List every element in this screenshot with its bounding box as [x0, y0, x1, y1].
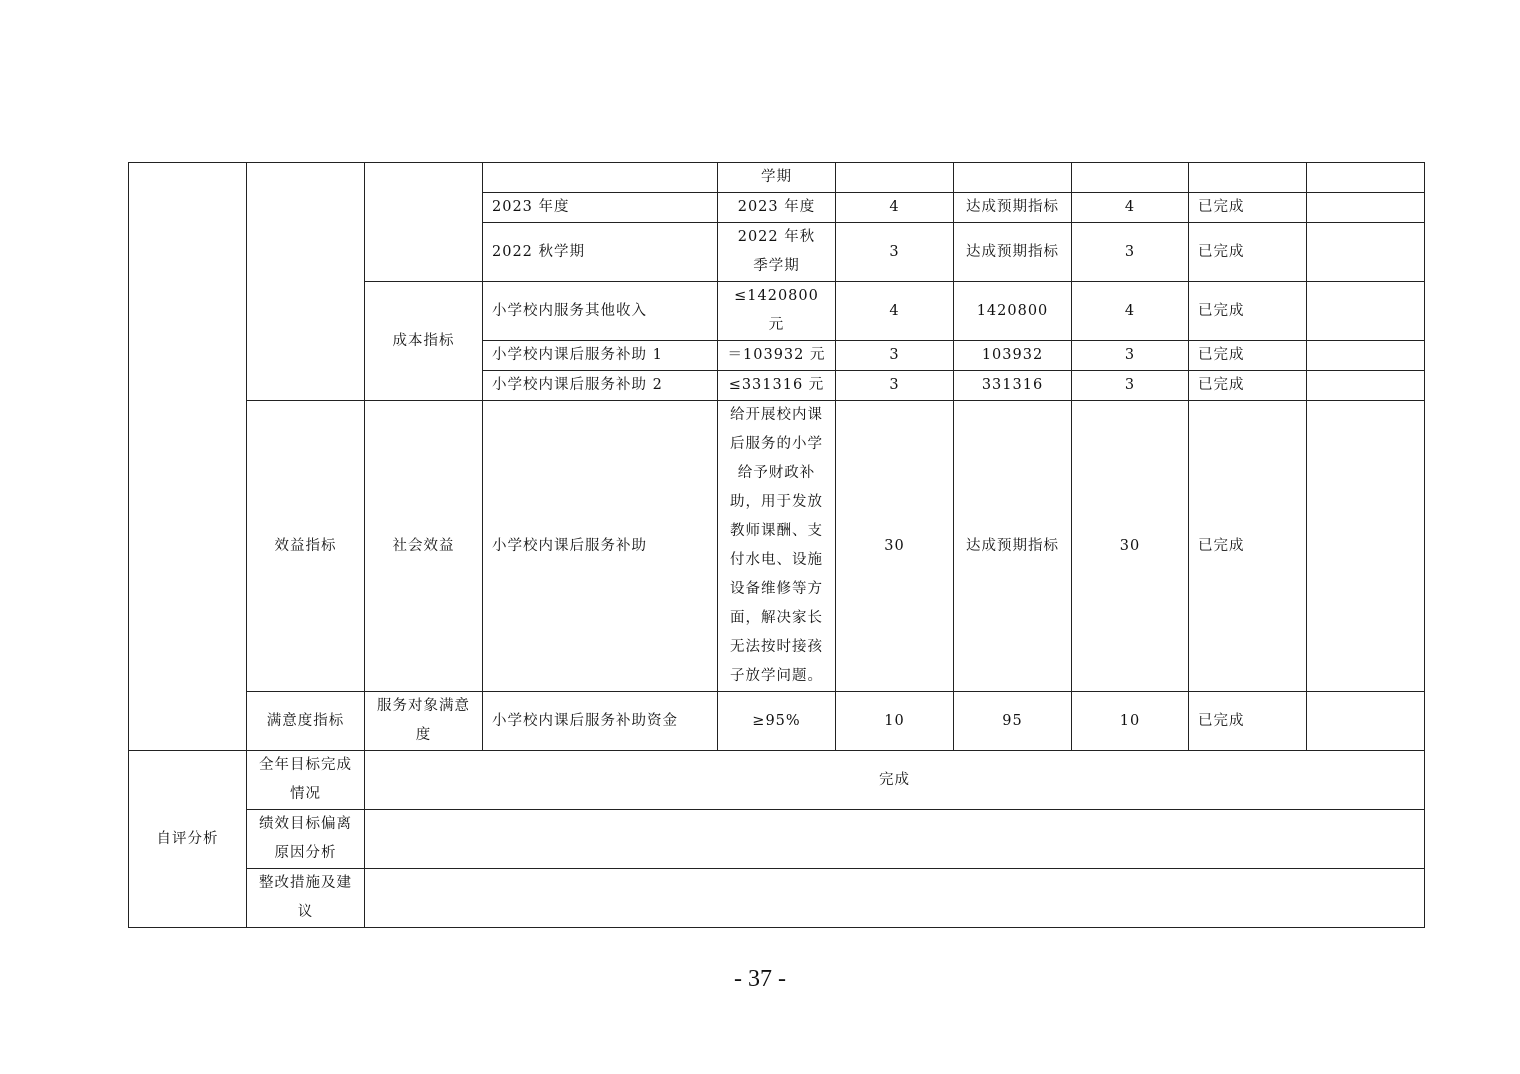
score: 3 — [1072, 341, 1189, 371]
status — [1189, 163, 1307, 193]
actual-value: 103932 — [954, 341, 1072, 371]
self-eval-row — [129, 751, 1425, 810]
level1-indicator-cell — [247, 163, 365, 401]
target-value: ≤1420800 元 — [718, 282, 836, 341]
target-value: 2022 年秋季学期 — [718, 223, 836, 282]
score: 4 — [1072, 193, 1189, 223]
note — [1307, 371, 1425, 401]
performance-table — [128, 162, 1425, 928]
weight: 10 — [836, 692, 954, 751]
weight: 3 — [836, 371, 954, 401]
weight: 3 — [836, 341, 954, 371]
indicator-name: 小学校内课后服务补助 1 — [483, 341, 718, 371]
weight: 3 — [836, 223, 954, 282]
target-value: ≥95% — [718, 692, 836, 751]
score: 3 — [1072, 223, 1189, 282]
indicator-group-cell — [129, 163, 247, 751]
social-benefit-label: 社会效益 — [365, 401, 483, 692]
actual-value: 达成预期指标 — [954, 193, 1072, 223]
status: 已完成 — [1189, 193, 1307, 223]
actual-value: 达成预期指标 — [954, 223, 1072, 282]
note — [1307, 223, 1425, 282]
deviation-label: 绩效目标偏离原因分析 — [247, 810, 365, 869]
level2-indicator-cell — [365, 163, 483, 282]
note — [1307, 692, 1425, 751]
note — [1307, 163, 1425, 193]
note — [1307, 341, 1425, 371]
note — [1307, 282, 1425, 341]
actual-value: 95 — [954, 692, 1072, 751]
self-eval-row — [129, 869, 1425, 928]
target-value: 2023 年度 — [718, 193, 836, 223]
completion-label: 全年目标完成情况 — [247, 751, 365, 810]
note — [1307, 193, 1425, 223]
target-value: ≤331316 元 — [718, 371, 836, 401]
table-row — [129, 692, 1425, 751]
service-satisfaction-label: 服务对象满意度 — [365, 692, 483, 751]
actual-value — [954, 163, 1072, 193]
weight: 30 — [836, 401, 954, 692]
score: 30 — [1072, 401, 1189, 692]
table-row — [129, 401, 1425, 692]
self-eval-label: 自评分析 — [129, 751, 247, 928]
self-eval-row — [129, 810, 1425, 869]
page-number: - 37 - — [734, 966, 786, 992]
score: 3 — [1072, 371, 1189, 401]
status: 已完成 — [1189, 223, 1307, 282]
actual-value: 331316 — [954, 371, 1072, 401]
actual-value: 达成预期指标 — [954, 401, 1072, 692]
improvement-value — [365, 869, 1425, 928]
completion-value: 完成 — [365, 751, 1425, 810]
improvement-label: 整改措施及建议 — [247, 869, 365, 928]
actual-value: 1420800 — [954, 282, 1072, 341]
satisfaction-indicator-label: 满意度指标 — [247, 692, 365, 751]
status: 已完成 — [1189, 371, 1307, 401]
weight: 4 — [836, 282, 954, 341]
indicator-name: 2022 秋学期 — [483, 223, 718, 282]
status: 已完成 — [1189, 282, 1307, 341]
target-value: 给开展校内课后服务的小学给予财政补助，用于发放教师课酬、支付水电、设施设备维修等方面，解决家长无法按时接孩子放学问题。 — [718, 401, 836, 692]
indicator-name: 2023 年度 — [483, 193, 718, 223]
indicator-name: 小学校内课后服务补助 — [483, 401, 718, 692]
weight: 4 — [836, 193, 954, 223]
status: 已完成 — [1189, 401, 1307, 692]
target-value: 学期 — [718, 163, 836, 193]
status: 已完成 — [1189, 341, 1307, 371]
cost-indicator-label: 成本指标 — [365, 282, 483, 401]
status: 已完成 — [1189, 692, 1307, 751]
indicator-name: 小学校内服务其他收入 — [483, 282, 718, 341]
score — [1072, 163, 1189, 193]
benefit-indicator-label: 效益指标 — [247, 401, 365, 692]
table-row — [129, 163, 1425, 193]
weight — [836, 163, 954, 193]
score: 10 — [1072, 692, 1189, 751]
indicator-name: 小学校内课后服务补助 2 — [483, 371, 718, 401]
score: 4 — [1072, 282, 1189, 341]
deviation-value — [365, 810, 1425, 869]
indicator-name — [483, 163, 718, 193]
note — [1307, 401, 1425, 692]
target-value: ＝103932 元 — [718, 341, 836, 371]
indicator-name: 小学校内课后服务补助资金 — [483, 692, 718, 751]
